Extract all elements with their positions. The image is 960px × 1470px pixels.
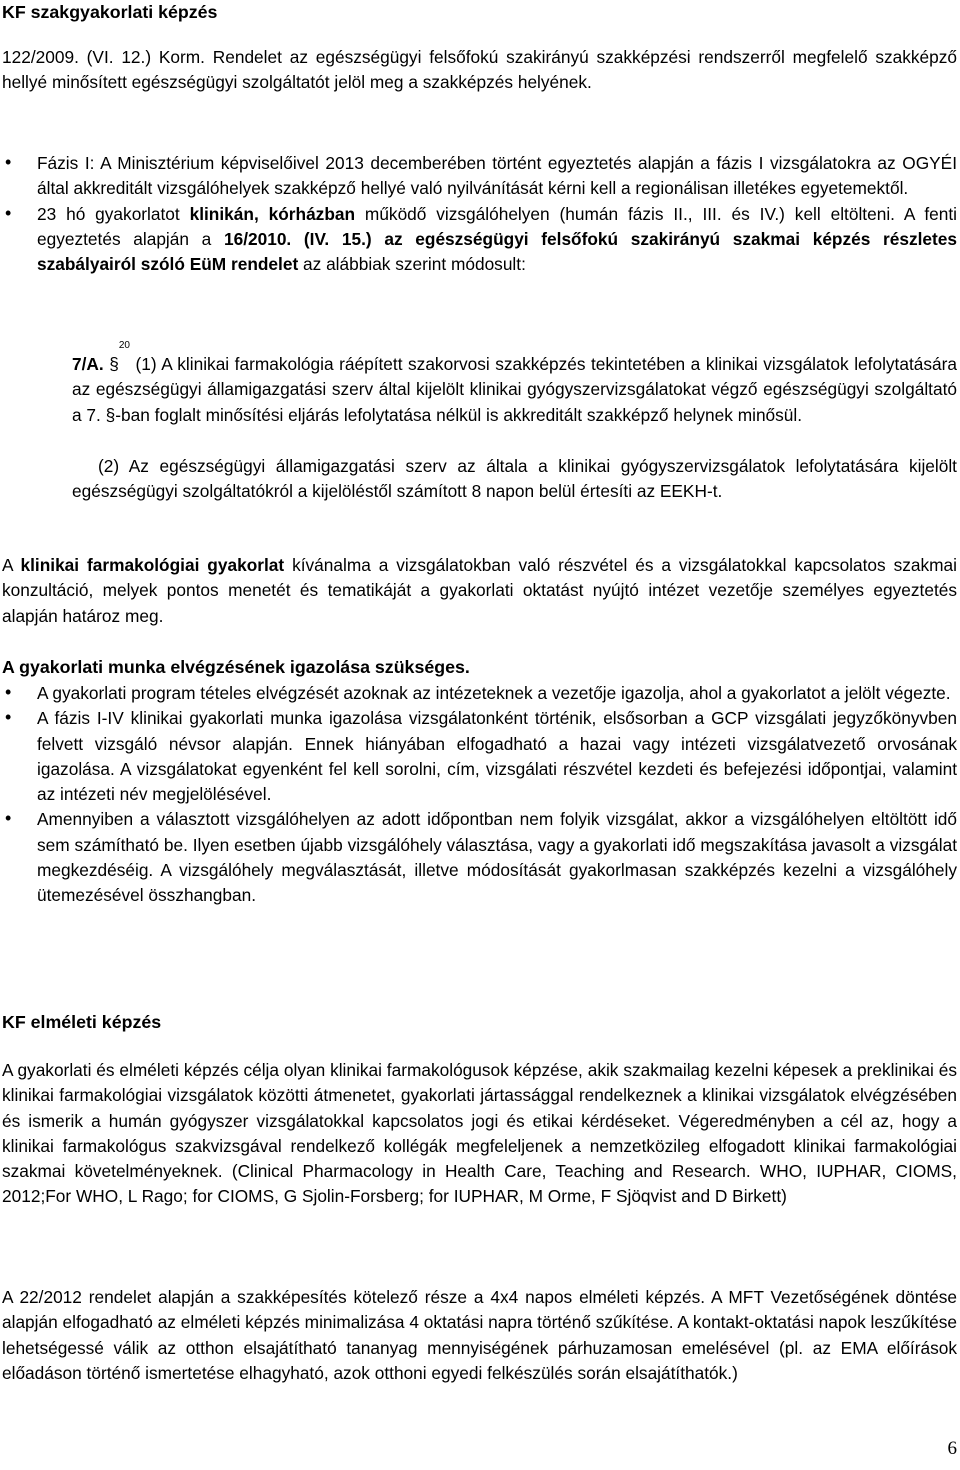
proof-item: • Amennyiben a választott vizsgálóhelyen az adott időpontban nem folyik vizsgálat, akkor a vizsgálóhelyen eltöltött idő sem számítható be. Ilyen esetben újabb vizsgálóhely választása, vagy a gyakorlati idő megszakítása javasolt a vizsgálat megkezdéséig. A vizsgálóhely megválasztását, illetve módosítását gyakorlmasan szakképzés kezelni a vizsgálóhely ütemezésével összhangban.	[5, 808, 957, 906]
practice-paragraph: A klinikai farmakológiai gyakorlat kívánalma a vizsgálatokban való részvétel és a vizsgálatokkal kapcsolatos szakmai konzultáció, melyek pontos menetét és tematikáját a gyakorlati oktatást nyújtó intézet vezetője személyes egyeztetés alapján határoz meg.	[2, 555, 957, 626]
section-title-practical: KF szakgyakorlati képzés	[2, 2, 218, 22]
footnote-ref: 20	[118, 340, 130, 351]
rule-label: 7/A.	[72, 354, 104, 374]
page-number: 6	[947, 1438, 957, 1459]
bullet-icon: •	[5, 808, 12, 829]
proof-heading: A gyakorlati munka elvégzésének igazolása szükséges.	[2, 657, 470, 677]
bullet-icon: •	[5, 682, 12, 702]
proof-item: • A gyakorlati program tételes elvégzését azoknak az intézeteknek a vezetője igazolja, ahol a gyakorlatot a jelölt végezte.	[0, 681, 957, 706]
bullet-phase-i: • Fázis I: A Minisztérium képviselőivel 2013 decemberében történt egyeztetés alapján a fázis I vizsgálatokra az OGYÉI által akkreditált vizsgálóhelyek szakképző hellyé való nyilvánítását kérni kell a regionálisan illetékes egyetemektől.	[5, 152, 957, 199]
phase-bullet-list	[0, 151, 957, 277]
section-sign: §	[105, 404, 116, 425]
bullet-icon: •	[5, 707, 12, 728]
section-title-theoretical: KF elméleti képzés	[2, 1012, 162, 1032]
bullet-23-months: • 23 hó gyakorlatot klinikán, kórházban működő vizsgálóhelyen (humán fázis II., III. és IV.) kell eltölteni. A fenti egyeztetés alapján a 16/2010. (IV. 15.) az egészségügyi felsőfokú szakirányú szakmai képzés részletes szabályairól szóló EüM rendelet az alábbiak szerint módosult:	[5, 202, 958, 275]
theory-paragraph-2: A 22/2012 rendelet alapján a szakképesítés kötelező része a 4x4 napos elméleti képzés. A MFT Vezetőségének döntése alapján elfogadható az elméleti képzés minimalizása 4 oktatási napra történő szűkítése. A kontakt-oktatási napok leszűkítése lehetségessé válik az otthon elsajátítható tananyag mennyiségének párhuzamosan emelésével (pl. az EMA előírások előadáson történő ismertetése elhagyható, azok otthoni egyedi felkészülés során elsajátíthatók.)	[2, 1287, 957, 1383]
section-sign: §	[109, 354, 119, 374]
bullet-icon: •	[5, 152, 12, 172]
rule-7a-paragraph-2: (2) Az egészségügyi államigazgatási szerv az általa a klinikai gyógyszervizsgálatok lefolytatására kijelölt egészségügyi szolgáltatókról a kijelöléstől számított 8 napon belül értesíti az EEKH-t.	[72, 456, 957, 502]
proof-item: • A fázis I-IV klinikai gyakorlati munka igazolása vizsgálatonként történik, elsősorban a GCP vizsgálati jegyzőkönyvben felvett vizsgáló névsor alapján. Ennek hiányában elfogadható a hazai vagy intézeti vizsgálatvezető orvosának igazolása. A vizsgálatokat egyenként fel kell sorolni, cím, vizsgálati részvétel kezdeti és befejezési időpontjai, valamint az intézeti név megjelölésével.	[5, 707, 957, 805]
rule-7a-paragraph-1: 7/A. §$^{20}$ (1) A klinikai farmakológia ráépített szakorvosi szakképzés tekintetében a klinikai vizsgálatok lefolytatására az egészségügyi államigazgatási szerv által kijelölt klinikai gyógyszervizsgálatokat végző egészségügyi szolgáltató a 7. §-ban foglalt minősítési eljárás lefolytatása nélkül is akkreditált szakképző helynek minősül.	[72, 340, 957, 425]
theory-paragraph-1: A gyakorlati és elméleti képzés célja olyan klinikai farmakológusok képzése, akik szakmailag kezelni képesek a preklinikai és klinikai farmakológiai vizsgálatok közötti átmenetet, gyakorlati jártassággal rendelkeznek a klinikai vizsgálatok elvégzésében és ismerik a humán gyógyszer vizsgálatokkal kapcsolatos jogi és etikai kérdéseket. Végeredményben a cél az, hogy a klinikai farmakológus szakvizsgával rendelkező kollégák megfeleljenek a nemzetközileg elfogadott klinikai farmakológiai szakmai követelményeknek. (Clinical Pharmacology in Health Care, Teaching and Research. WHO, IUPHAR, CIOMS, 2012;For WHO, L Rago; for CIOMS, G Sjolin-Forsberg; for IUPHAR, M Orme, F Sjöqvist and D Birkett)	[2, 1060, 957, 1207]
intro-paragraph: 122/2009. (VI. 12.) Korm. Rendelet az egészségügyi felsőfokú szakirányú szakképzési rendszerről megfelelő szakképző hellyé minősített egészségügyi szolgáltatót jelöl meg a szakképzés helyének.	[2, 47, 957, 93]
bullet-icon: •	[5, 202, 12, 223]
proof-bullet-list	[0, 681, 957, 909]
